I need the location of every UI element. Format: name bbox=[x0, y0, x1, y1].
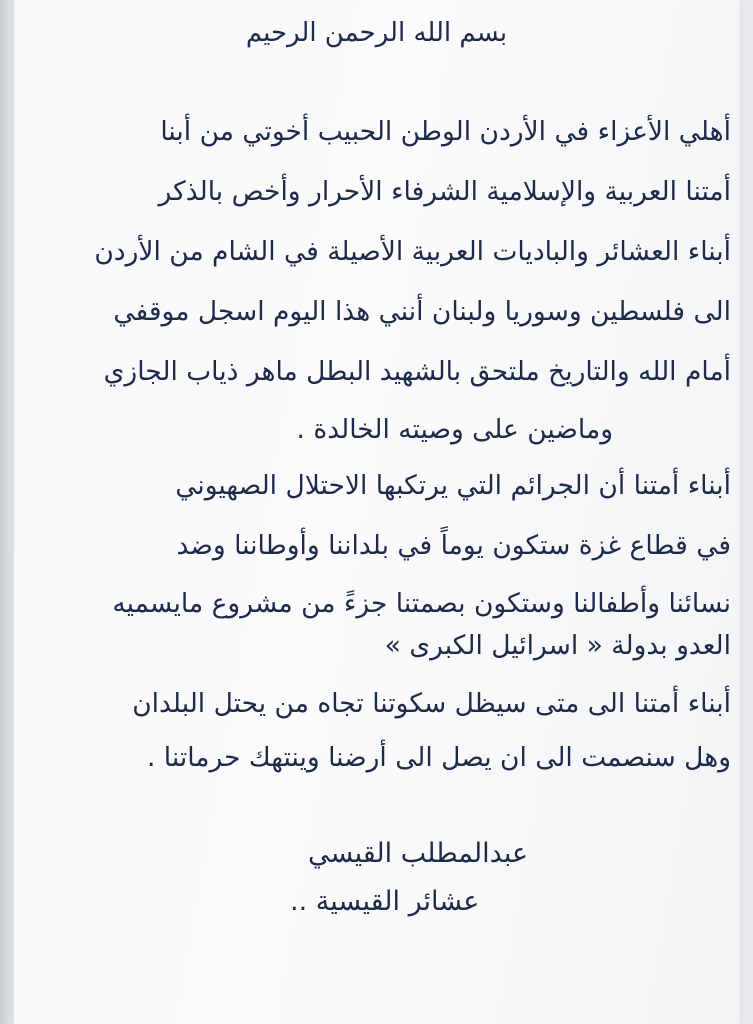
letter-line: أبناء العشائر والباديات العربية الأصيلة في الشام من الأردن bbox=[94, 236, 731, 267]
letter-paper bbox=[14, 0, 740, 1024]
letter-line: في قطاع غزة ستكون يوماً في بلداننا وأوطاننا وضد bbox=[176, 530, 731, 561]
letter-line: وماضين على وصيته الخالدة . bbox=[296, 414, 613, 445]
letter-line: أبناء أمتنا الى متى سيظل سكوتنا تجاه من يحتل البلدان bbox=[132, 688, 731, 719]
letter-line: نسائنا وأطفالنا وستكون بصمتنا جزءً من مشروع مايسميه bbox=[112, 588, 731, 619]
letter-line: أمام الله والتاريخ ملتحق بالشهيد البطل ماهر ذياب الجازي bbox=[103, 356, 731, 387]
letter-line: العدو بدولة « اسرائيل الكبرى » bbox=[384, 630, 731, 661]
letter-line: أهلي الأعزاء في الأردن الوطن الحبيب أخوتي من أبنا bbox=[160, 116, 731, 147]
letter-line: أبناء أمتنا أن الجرائم التي يرتكبها الاحتلال الصهيوني bbox=[175, 470, 731, 501]
letter-line: أمتنا العربية والإسلامية الشرفاء الأحرار وأخص بالذكر bbox=[158, 176, 731, 207]
letter-line: وهل سنصمت الى ان يصل الى أرضنا وينتهك حرماتنا . bbox=[146, 742, 731, 773]
signature-tribe: عشائر القيسية .. bbox=[290, 886, 480, 917]
basmala: بسم الله الرحمن الرحيم bbox=[245, 18, 508, 48]
signature-name: عبدالمطلب القيسي bbox=[308, 838, 529, 869]
letter-line: الى فلسطين وسوريا ولبنان أنني هذا اليوم اسجل موقفي bbox=[113, 296, 731, 327]
page-edge-shadow bbox=[0, 0, 14, 1024]
